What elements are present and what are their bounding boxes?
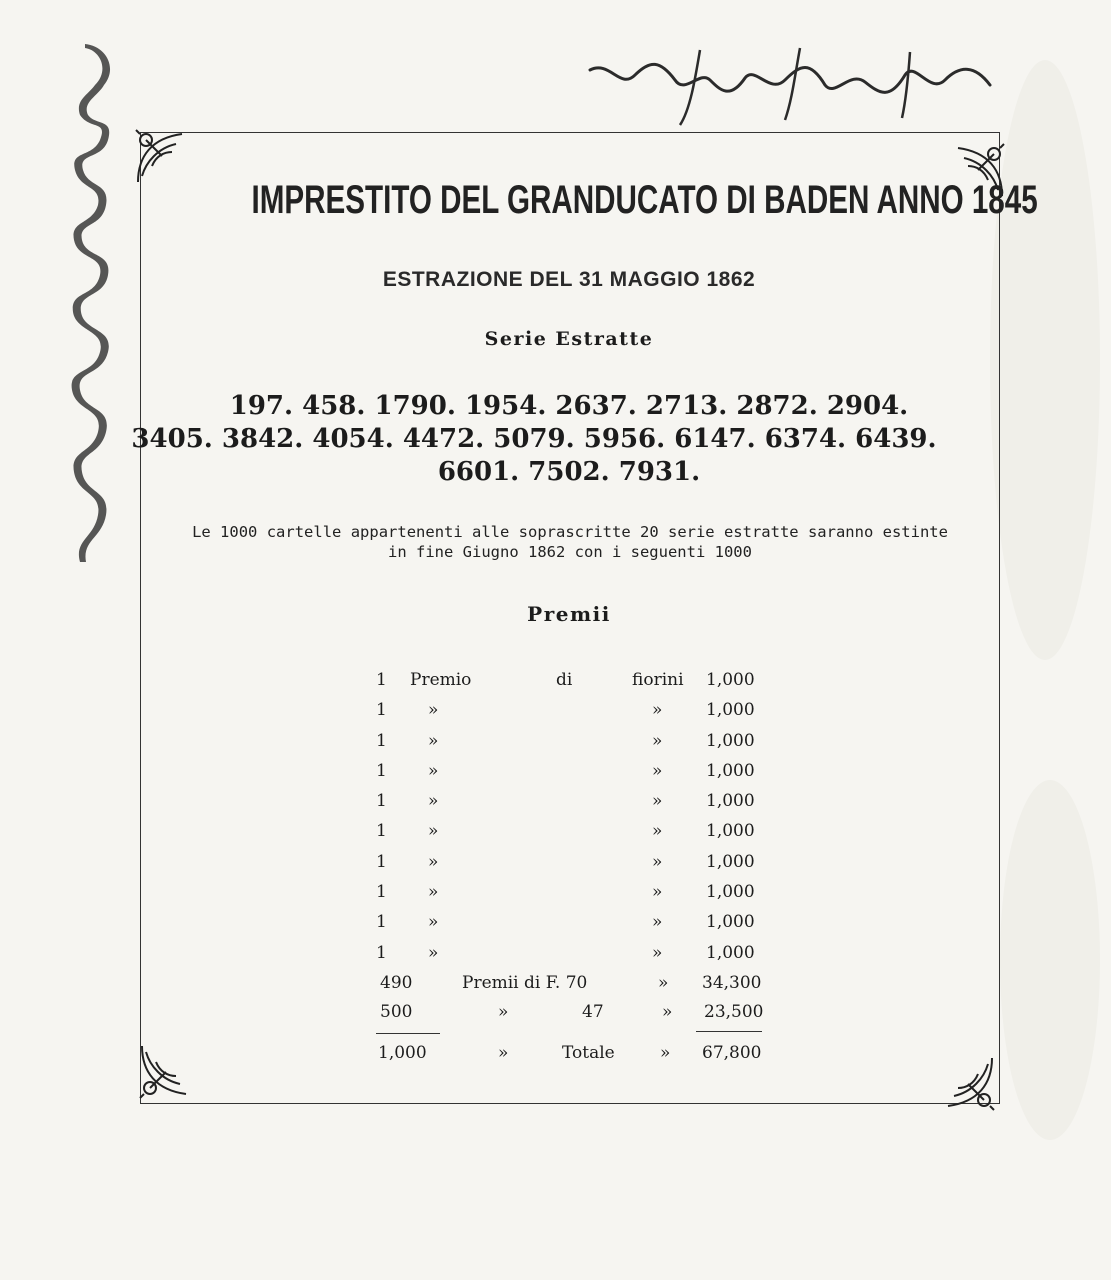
prize-table [370, 670, 790, 1073]
prize-count: 1 [376, 882, 387, 903]
document-subtitle: ESTRAZIONE DEL 31 MAGGIO 1862 [382, 268, 756, 291]
total-rule-right [696, 1031, 762, 1032]
prize-count: 1 [376, 821, 387, 842]
prize-amount: 1,000 [706, 700, 755, 721]
prize-unit: fiorini [632, 670, 684, 690]
prize-unit: » [652, 791, 663, 812]
prize-amount: 1,000 [706, 730, 755, 751]
summary-count: 500 [380, 1001, 413, 1022]
total-amount: 67,800 [702, 1042, 762, 1063]
total-row [370, 1043, 790, 1073]
prize-amount: 1,000 [706, 851, 755, 872]
prize-word: » [428, 942, 439, 963]
total-separator: » [498, 1042, 509, 1063]
summary-separator: » [658, 972, 669, 993]
prize-amount: 1,000 [706, 760, 755, 781]
document-title: IMPRESTITO DEL GRANDUCATO DI BADEN ANNO 1845 [251, 178, 1038, 222]
series-numbers [131, 390, 998, 489]
prize-row [370, 882, 790, 912]
note-line: Le 1000 cartelle appartenenti alle soprascritte 20 serie estratte saranno estinte [192, 523, 948, 541]
prize-amount: 1,000 [706, 942, 755, 963]
paper-stain [1000, 780, 1100, 1140]
prize-row [370, 912, 790, 942]
handwritten-margin-note [40, 40, 130, 570]
prize-unit: » [652, 942, 663, 963]
total-separator: » [660, 1042, 671, 1063]
series-heading: Serie Estratte [484, 328, 654, 350]
prize-word: » [428, 851, 439, 872]
total-count: 1,000 [378, 1042, 427, 1063]
prize-row [370, 731, 790, 761]
prize-amount: 1,000 [706, 882, 755, 903]
prize-amount: 1,000 [706, 791, 755, 812]
prize-count: 1 [376, 700, 387, 721]
prize-unit: » [652, 760, 663, 781]
series-line: 197. 458. 1790. 1954. 2637. 2713. 2872. 2904. [229, 391, 909, 421]
note-line: in fine Giugno 1862 con i seguenti 1000 [388, 543, 752, 561]
prize-amount: 1,000 [706, 912, 755, 933]
summary-label: » [498, 1001, 509, 1022]
summary-row [370, 973, 790, 1002]
prize-word: » [428, 882, 439, 903]
prize-row [370, 943, 790, 973]
prize-unit: » [652, 912, 663, 933]
summary-row [370, 1002, 790, 1031]
total-rule-left [376, 1033, 440, 1034]
prize-word: Premio [410, 670, 472, 690]
prize-word: » [428, 700, 439, 721]
handwritten-signature [580, 40, 1000, 130]
summary-separator: » [662, 1001, 673, 1022]
prize-count: 1 [376, 791, 387, 812]
prize-unit: » [652, 730, 663, 751]
prize-word: » [428, 821, 439, 842]
prize-amount: 1,000 [706, 821, 755, 842]
summary-label: Premii di F. 70 [462, 972, 588, 993]
total-rule-container [370, 1031, 790, 1035]
prize-row [370, 761, 790, 791]
summary-amount: 23,500 [704, 1001, 764, 1022]
prize-row [370, 852, 790, 882]
series-line: 3405. 3842. 4054. 4472. 5079. 5956. 6147. 6374. 6439. [131, 424, 937, 454]
prize-word: » [428, 791, 439, 812]
prize-di: di [556, 670, 573, 690]
prizes-heading: Premii [527, 602, 611, 626]
prize-count: 1 [376, 942, 387, 963]
prize-count: 1 [376, 760, 387, 781]
series-line: 6601. 7502. 7931. [437, 457, 701, 487]
summary-value: 47 [582, 1001, 604, 1022]
prize-word: » [428, 912, 439, 933]
corner-ornament-icon [136, 1040, 198, 1102]
prize-count: 1 [376, 670, 387, 690]
prize-row [370, 670, 790, 700]
prize-row [370, 700, 790, 730]
prize-unit: » [652, 821, 663, 842]
prize-amount: 1,000 [706, 670, 755, 690]
prize-unit: » [652, 851, 663, 872]
prize-unit: » [652, 700, 663, 721]
summary-amount: 34,300 [702, 972, 762, 993]
redemption-note [160, 522, 980, 562]
prize-count: 1 [376, 730, 387, 751]
prize-word: » [428, 730, 439, 751]
prize-word: » [428, 760, 439, 781]
total-label: Totale [562, 1042, 615, 1063]
corner-ornament-icon [936, 1052, 998, 1114]
prize-count: 1 [376, 851, 387, 872]
prize-row [370, 791, 790, 821]
summary-count: 490 [380, 972, 413, 993]
corner-ornament-icon [132, 126, 194, 188]
prize-unit: » [652, 882, 663, 903]
prize-count: 1 [376, 912, 387, 933]
prize-row [370, 821, 790, 851]
